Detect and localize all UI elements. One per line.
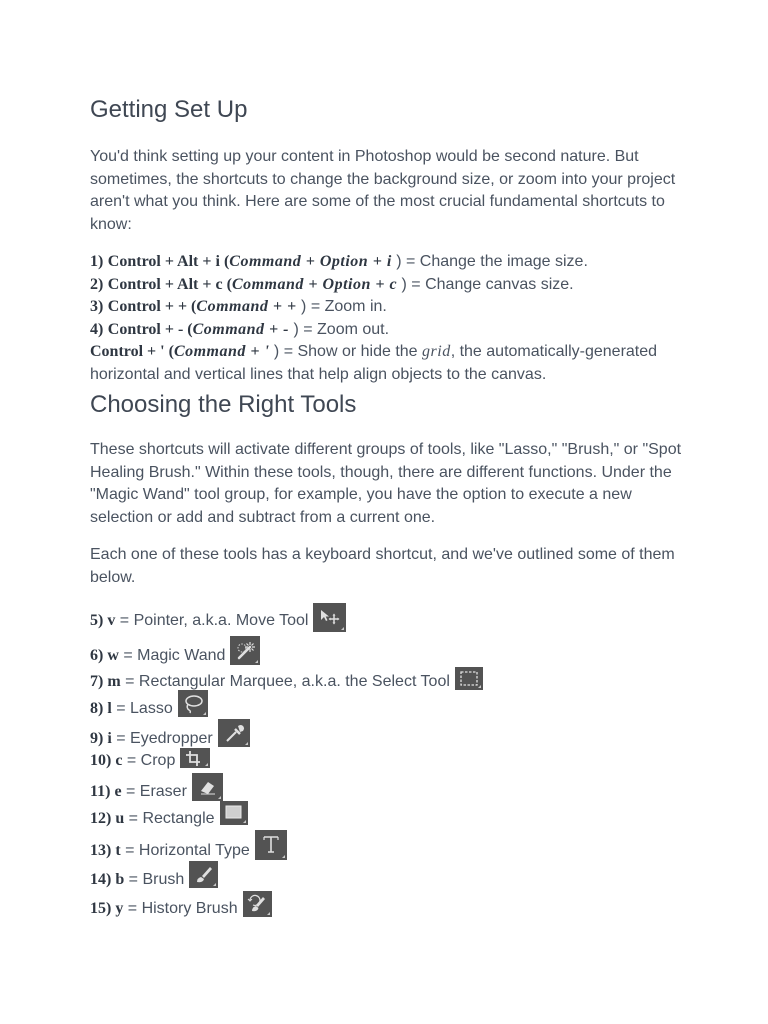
- brush-icon: [189, 861, 218, 888]
- heading-getting-set-up: Getting Set Up: [90, 96, 248, 123]
- eyedropper-icon: [218, 719, 250, 747]
- tool-item-move: 5) v = Pointer, a.k.a. Move Tool: [90, 601, 690, 631]
- rectangle-icon: [220, 801, 248, 825]
- shortcut-item: 2) Control + Alt + c (Command + Option + c ) = Change canvas size.: [90, 275, 574, 293]
- shortcut-item: 4) Control + - (Command + - ) = Zoom out.: [90, 320, 390, 338]
- tool-item-lasso: 8) l = Lasso: [90, 692, 690, 719]
- tool-item-magic-wand: 6) w = Magic Wand: [90, 632, 690, 666]
- shortcut-item: 1) Control + Alt + i (Command + Option + i ) = Change the image size.: [90, 253, 588, 270]
- tool-item-type: 13) t = Horizontal Type: [90, 829, 690, 861]
- tool-item-marquee: 7) m = Rectangular Marquee, a.k.a. the Select Tool: [90, 666, 690, 692]
- heading-choosing-tools: Choosing the Right Tools: [90, 391, 357, 418]
- marquee-icon: [455, 667, 483, 690]
- eraser-icon: [192, 773, 223, 801]
- tool-item-history-brush: 15) y = History Brush: [90, 890, 690, 919]
- tool-item-rectangle: 12) u = Rectangle: [90, 802, 690, 829]
- lasso-icon: [178, 690, 208, 717]
- crop-icon: [180, 748, 210, 768]
- shortcut-list: [90, 251, 690, 386]
- tool-list: [90, 601, 690, 919]
- type-icon: [255, 830, 287, 860]
- tool-item-brush: 14) b = Brush: [90, 861, 690, 890]
- intro-paragraph: You'd think setting up your content in Photoshop would be second nature. But sometimes, the shortcuts to change the background size, or zoom into your project aren't what you think. Here are some of the most crucial fundamental shortcuts to know:: [90, 148, 676, 233]
- tool-item-eraser: 11) e = Eraser: [90, 771, 690, 802]
- magic-wand-icon: [230, 636, 260, 665]
- article: [90, 96, 690, 919]
- grid-shortcut-item: Control + ' (Command + ' ) = Show or hide the grid, the automatically-generated horizontal and vertical lines that help align objects to the canvas.: [90, 343, 658, 383]
- tool-item-crop: 10) c = Crop: [90, 749, 690, 771]
- tools-outline-paragraph: Each one of these tools has a keyboard shortcut, and we've outlined some of them below.: [90, 546, 675, 586]
- move-tool-icon: [313, 603, 346, 632]
- history-brush-icon: [243, 891, 272, 917]
- tool-item-eyedropper: 9) i = Eyedropper: [90, 719, 690, 749]
- tools-paragraph: These shortcuts will activate different groups of tools, like "Lasso," "Brush," or "Spot Healing Brush." Within these tools, though, there are different functions. Under the "Magic Wand" tool group, for example, you have the option to execute a new selection or add and subtract from a current one.: [90, 441, 682, 526]
- shortcut-item: 3) Control + + (Command + + ) = Zoom in.: [90, 298, 387, 315]
